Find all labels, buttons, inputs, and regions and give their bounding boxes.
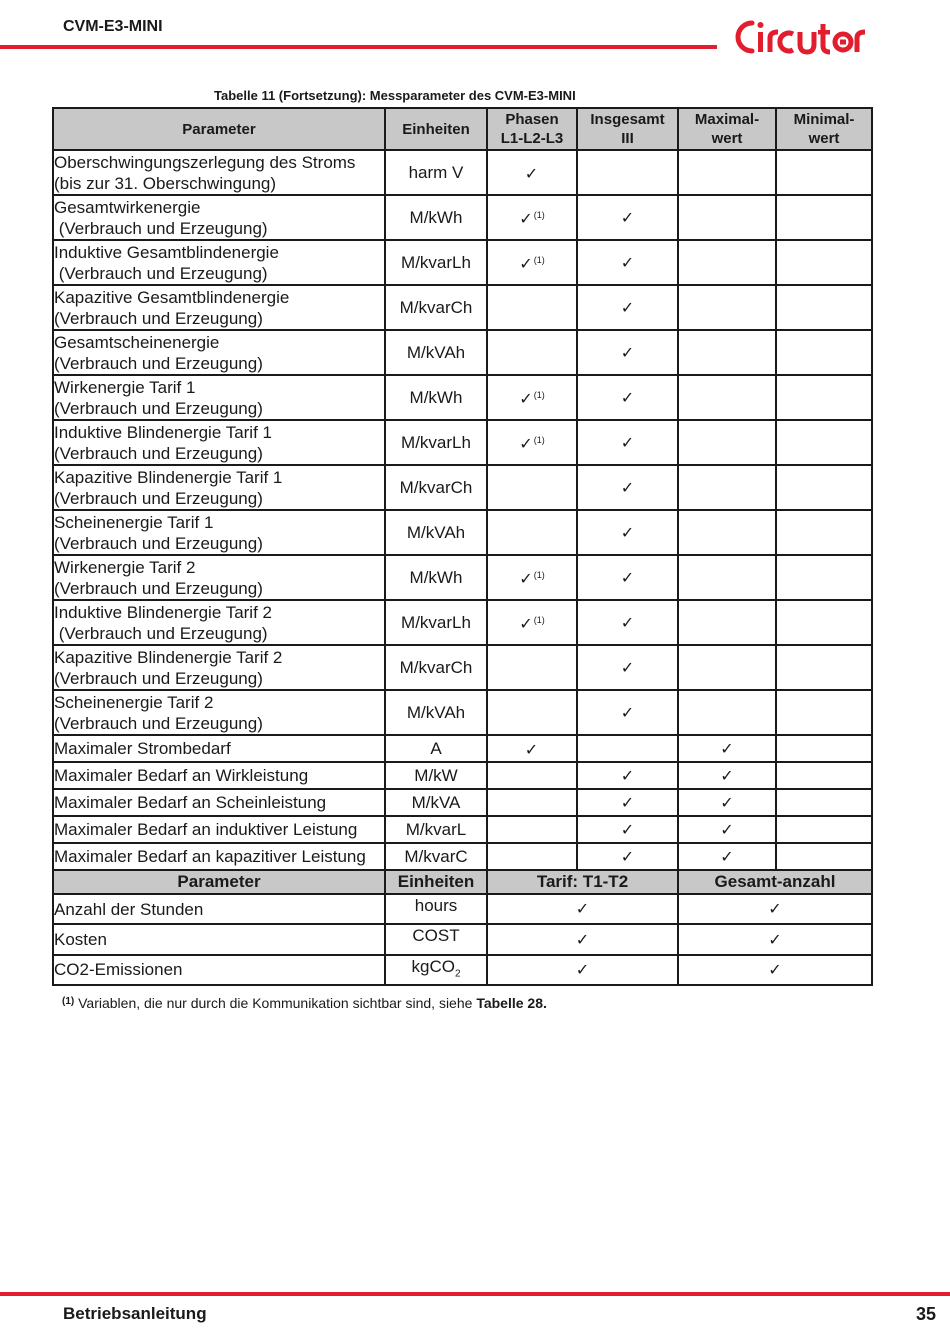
phases-cell	[487, 645, 577, 690]
phases-cell	[487, 690, 577, 735]
unit-cell: M/kVAh	[385, 510, 487, 555]
parameter-cell	[53, 816, 385, 843]
max-cell	[678, 240, 776, 285]
parameter-line-2: (Verbrauch und Erzeugung)	[54, 398, 263, 418]
min-cell	[776, 600, 872, 645]
min-cell	[776, 843, 872, 870]
min-cell	[776, 330, 872, 375]
phases-cell	[487, 600, 577, 645]
sub-header-row	[53, 870, 872, 894]
table-row	[53, 195, 872, 240]
parameter-line-1: Oberschwingungszerlegung des Stroms	[54, 152, 356, 172]
table-row	[53, 600, 872, 645]
min-cell	[776, 420, 872, 465]
table-header-row	[53, 108, 872, 150]
check-icon: ✓	[620, 344, 635, 362]
max-cell	[678, 465, 776, 510]
parameter-line-1: Maximaler Strombedarf	[54, 739, 231, 758]
total-cell	[577, 465, 678, 510]
check-icon: ✓	[768, 901, 782, 919]
total-cell	[577, 510, 678, 555]
phases-cell	[487, 285, 577, 330]
footnote-ref: (1)	[533, 210, 545, 220]
check-icon: ✓	[768, 961, 782, 979]
header-parameter: Parameter	[53, 108, 385, 150]
parameter-cell	[53, 690, 385, 735]
footnote	[62, 995, 547, 1011]
check-icon: ✓	[519, 256, 533, 273]
check-icon: ✓	[720, 767, 734, 785]
table-row	[53, 375, 872, 420]
footnote-text: Variablen, die nur durch die Kommunikation sichtbar sind, siehe	[74, 995, 477, 1011]
tariff-cell	[487, 924, 678, 954]
check-icon: ✓	[575, 931, 590, 949]
total-cell	[577, 555, 678, 600]
parameter-line-2: (Verbrauch und Erzeugung)	[54, 218, 268, 238]
unit-cell: M/kVAh	[385, 690, 487, 735]
check-icon: ✓	[768, 931, 782, 949]
check-icon: ✓	[620, 524, 635, 542]
table-row	[53, 735, 872, 762]
parameter-line-2: (Verbrauch und Erzeugung)	[54, 308, 263, 328]
max-cell	[678, 150, 776, 195]
check-icon: ✓	[620, 299, 635, 317]
check-icon: ✓	[519, 571, 533, 588]
min-cell	[776, 735, 872, 762]
sub-header-total-count: Gesamt-anzahl	[678, 870, 872, 894]
parameter-line-2: (Verbrauch und Erzeugung)	[54, 668, 263, 688]
table-row	[53, 816, 872, 843]
table-row	[53, 955, 872, 985]
unit-text: hours	[414, 896, 458, 915]
check-icon: ✓	[620, 389, 635, 407]
parameter-cell	[53, 843, 385, 870]
table-row	[53, 690, 872, 735]
table-row	[53, 420, 872, 465]
parameter-line-2: (Verbrauch und Erzeugung)	[54, 488, 263, 508]
max-cell	[678, 285, 776, 330]
unit-cell: M/kWh	[385, 555, 487, 600]
total-cell	[577, 645, 678, 690]
min-cell	[776, 510, 872, 555]
parameter-cell	[53, 510, 385, 555]
phases-cell	[487, 510, 577, 555]
parameter-cell	[53, 285, 385, 330]
min-cell	[776, 195, 872, 240]
phases-cell	[487, 375, 577, 420]
min-cell	[776, 816, 872, 843]
parameter-line-1: Gesamtwirkenergie	[54, 197, 201, 217]
unit-cell: M/kvarCh	[385, 645, 487, 690]
check-icon: ✓	[620, 614, 635, 632]
table-row	[53, 555, 872, 600]
total-cell	[577, 375, 678, 420]
unit-cell: M/kvarCh	[385, 285, 487, 330]
parameter-line-1: Maximaler Bedarf an induktiver Leistung	[54, 820, 358, 839]
total-cell	[577, 420, 678, 465]
parameter-line-2: (Verbrauch und Erzeugung)	[54, 353, 263, 373]
min-cell	[776, 690, 872, 735]
check-icon: ✓	[620, 434, 635, 452]
table-row	[53, 894, 872, 924]
sub-header-units: Einheiten	[385, 870, 487, 894]
total-cell	[577, 816, 678, 843]
check-icon: ✓	[620, 794, 635, 812]
header-max: Maximal- wert	[678, 108, 776, 150]
footer-rule	[0, 1292, 950, 1296]
unit-cell: A	[385, 735, 487, 762]
min-cell	[776, 465, 872, 510]
max-cell	[678, 690, 776, 735]
max-cell	[678, 555, 776, 600]
check-icon: ✓	[720, 794, 734, 812]
phases-cell	[487, 762, 577, 789]
max-cell	[678, 735, 776, 762]
max-cell	[678, 645, 776, 690]
table-row	[53, 924, 872, 954]
footnote-marker: (1)	[62, 996, 75, 1007]
table-row	[53, 510, 872, 555]
min-cell	[776, 150, 872, 195]
total-cell	[577, 600, 678, 645]
min-cell	[776, 789, 872, 816]
check-icon: ✓	[720, 821, 734, 839]
document-title: CVM-E3-MINI	[63, 18, 163, 35]
parameter-cell: Anzahl der Stunden	[53, 894, 385, 924]
table-row	[53, 465, 872, 510]
unit-cell: M/kvarCh	[385, 465, 487, 510]
parameter-line-1: Induktive Blindenergie Tarif 2	[54, 602, 272, 622]
unit-cell: M/kWh	[385, 375, 487, 420]
check-icon: ✓	[620, 821, 635, 839]
check-icon: ✓	[575, 901, 590, 919]
header-rule	[0, 45, 717, 49]
max-cell	[678, 510, 776, 555]
unit-cell: M/kvarC	[385, 843, 487, 870]
unit-cell: M/kvarLh	[385, 240, 487, 285]
circutor-logo-mark	[730, 14, 880, 58]
table-row	[53, 240, 872, 285]
tariff-cell	[487, 955, 678, 985]
check-icon: ✓	[524, 742, 539, 759]
parameter-line-1: Scheinenergie Tarif 2	[54, 692, 214, 712]
total-cell	[577, 735, 678, 762]
footnote-ref: (1)	[533, 615, 545, 625]
parameter-cell	[53, 330, 385, 375]
phases-cell	[487, 150, 577, 195]
parameter-line-1: Gesamtscheinenergie	[54, 332, 220, 352]
parameter-cell	[53, 240, 385, 285]
footnote-ref: (1)	[533, 435, 545, 445]
check-icon: ✓	[620, 848, 635, 866]
phases-cell	[487, 843, 577, 870]
total-cell	[577, 330, 678, 375]
check-icon: ✓	[620, 767, 635, 785]
parameter-cell	[53, 420, 385, 465]
parameter-line-2: (Verbrauch und Erzeugung)	[54, 443, 263, 463]
parameter-line-1: Induktive Blindenergie Tarif 1	[54, 422, 272, 442]
total-cell	[577, 843, 678, 870]
max-cell	[678, 195, 776, 240]
max-cell	[678, 816, 776, 843]
total-cell	[577, 690, 678, 735]
check-icon: ✓	[519, 436, 533, 453]
min-cell	[776, 762, 872, 789]
phases-cell	[487, 789, 577, 816]
parameter-line-2: (bis zur 31. Oberschwingung)	[54, 173, 277, 193]
check-icon: ✓	[620, 209, 635, 227]
unit-cell	[385, 924, 487, 954]
parameter-cell	[53, 645, 385, 690]
min-cell	[776, 285, 872, 330]
max-cell	[678, 375, 776, 420]
parameter-line-2: (Verbrauch und Erzeugung)	[54, 713, 263, 733]
unit-cell: M/kvarLh	[385, 600, 487, 645]
total-count-cell	[678, 924, 872, 954]
parameter-line-2: (Verbrauch und Erzeugung)	[54, 533, 263, 553]
unit-subscript: 2	[454, 968, 461, 980]
table-row	[53, 843, 872, 870]
check-icon: ✓	[620, 479, 635, 497]
parameter-cell: Kosten	[53, 924, 385, 954]
parameter-cell	[53, 762, 385, 789]
max-cell	[678, 762, 776, 789]
phases-cell	[487, 555, 577, 600]
parameter-line-2: (Verbrauch und Erzeugung)	[54, 578, 263, 598]
phases-cell	[487, 420, 577, 465]
unit-cell: harm V	[385, 150, 487, 195]
check-icon: ✓	[519, 391, 533, 408]
max-cell	[678, 420, 776, 465]
header-total: Insgesamt III	[577, 108, 678, 150]
table-row	[53, 330, 872, 375]
table-row	[53, 789, 872, 816]
footnote-ref: (1)	[533, 390, 545, 400]
parameter-cell	[53, 789, 385, 816]
table-row	[53, 285, 872, 330]
parameter-cell	[53, 555, 385, 600]
min-cell	[776, 645, 872, 690]
total-count-cell	[678, 894, 872, 924]
phases-cell	[487, 465, 577, 510]
footer-manual-label: Betriebsanleitung	[63, 1304, 207, 1323]
max-cell	[678, 843, 776, 870]
unit-cell	[385, 894, 487, 924]
header-min: Minimal- wert	[776, 108, 872, 150]
check-icon: ✓	[519, 616, 533, 633]
parameter-cell	[53, 195, 385, 240]
min-cell	[776, 555, 872, 600]
check-icon: ✓	[524, 166, 539, 183]
min-cell	[776, 240, 872, 285]
parameter-line-1: Kapazitive Blindenergie Tarif 1	[54, 467, 283, 487]
parameter-cell	[53, 465, 385, 510]
parameter-line-1: Kapazitive Gesamtblindenergie	[54, 287, 290, 307]
min-cell	[776, 375, 872, 420]
total-cell	[577, 240, 678, 285]
parameter-cell	[53, 735, 385, 762]
unit-cell: M/kWh	[385, 195, 487, 240]
total-cell	[577, 285, 678, 330]
page-number: 35	[915, 1304, 936, 1324]
phases-cell	[487, 735, 577, 762]
parameter-line-1: Scheinenergie Tarif 1	[54, 512, 214, 532]
table-row	[53, 150, 872, 195]
circutor-logo	[730, 14, 880, 65]
total-count-cell	[678, 955, 872, 985]
header-units: Einheiten	[385, 108, 487, 150]
total-cell	[577, 789, 678, 816]
check-icon: ✓	[620, 704, 635, 722]
header-phases: Phasen L1-L2-L3	[487, 108, 577, 150]
check-icon: ✓	[620, 569, 635, 587]
footnote-ref: (1)	[533, 255, 545, 265]
unit-cell: M/kW	[385, 762, 487, 789]
parameter-line-1: Maximaler Bedarf an Wirkleistung	[54, 766, 309, 785]
measurement-parameters-table	[52, 107, 873, 986]
phases-cell	[487, 330, 577, 375]
unit-text: COST	[412, 926, 460, 946]
unit-cell	[385, 955, 487, 985]
parameter-line-2: (Verbrauch und Erzeugung)	[54, 263, 268, 283]
total-cell	[577, 195, 678, 240]
unit-cell: M/kVAh	[385, 330, 487, 375]
parameter-cell: CO2-Emissionen	[53, 955, 385, 985]
table-row	[53, 762, 872, 789]
max-cell	[678, 789, 776, 816]
footnote-ref: (1)	[533, 570, 545, 580]
tariff-cell	[487, 894, 678, 924]
parameter-line-1: Maximaler Bedarf an Scheinleistung	[54, 793, 327, 812]
parameter-line-1: Kapazitive Blindenergie Tarif 2	[54, 647, 283, 667]
parameter-line-2: (Verbrauch und Erzeugung)	[54, 623, 268, 643]
table-caption: Tabelle 11 (Fortsetzung): Messparameter des CVM-E3-MINI	[214, 88, 576, 103]
parameter-cell	[53, 150, 385, 195]
check-icon: ✓	[620, 254, 635, 272]
table-row	[53, 645, 872, 690]
unit-cell: M/kvarLh	[385, 420, 487, 465]
unit-text: kgCO	[411, 956, 455, 976]
phases-cell	[487, 240, 577, 285]
check-icon: ✓	[620, 659, 635, 677]
total-cell	[577, 762, 678, 789]
unit-cell: M/kVA	[385, 789, 487, 816]
total-cell	[577, 150, 678, 195]
max-cell	[678, 600, 776, 645]
check-icon: ✓	[720, 740, 734, 758]
parameter-line-1: Maximaler Bedarf an kapazitiver Leistung	[54, 847, 366, 866]
parameter-cell	[53, 375, 385, 420]
check-icon: ✓	[575, 961, 590, 979]
parameter-line-1: Induktive Gesamtblindenergie	[54, 242, 279, 262]
phases-cell	[487, 816, 577, 843]
parameter-line-1: Wirkenergie Tarif 1	[54, 377, 196, 397]
sub-header-parameter: Parameter	[53, 870, 385, 894]
check-icon: ✓	[519, 211, 533, 228]
unit-cell: M/kvarL	[385, 816, 487, 843]
footnote-reference: Tabelle 28.	[476, 995, 547, 1011]
parameter-cell	[53, 600, 385, 645]
max-cell	[678, 330, 776, 375]
sub-header-tariff: Tarif: T1-T2	[487, 870, 678, 894]
check-icon: ✓	[720, 848, 734, 866]
parameter-line-1: Wirkenergie Tarif 2	[54, 557, 196, 577]
phases-cell	[487, 195, 577, 240]
